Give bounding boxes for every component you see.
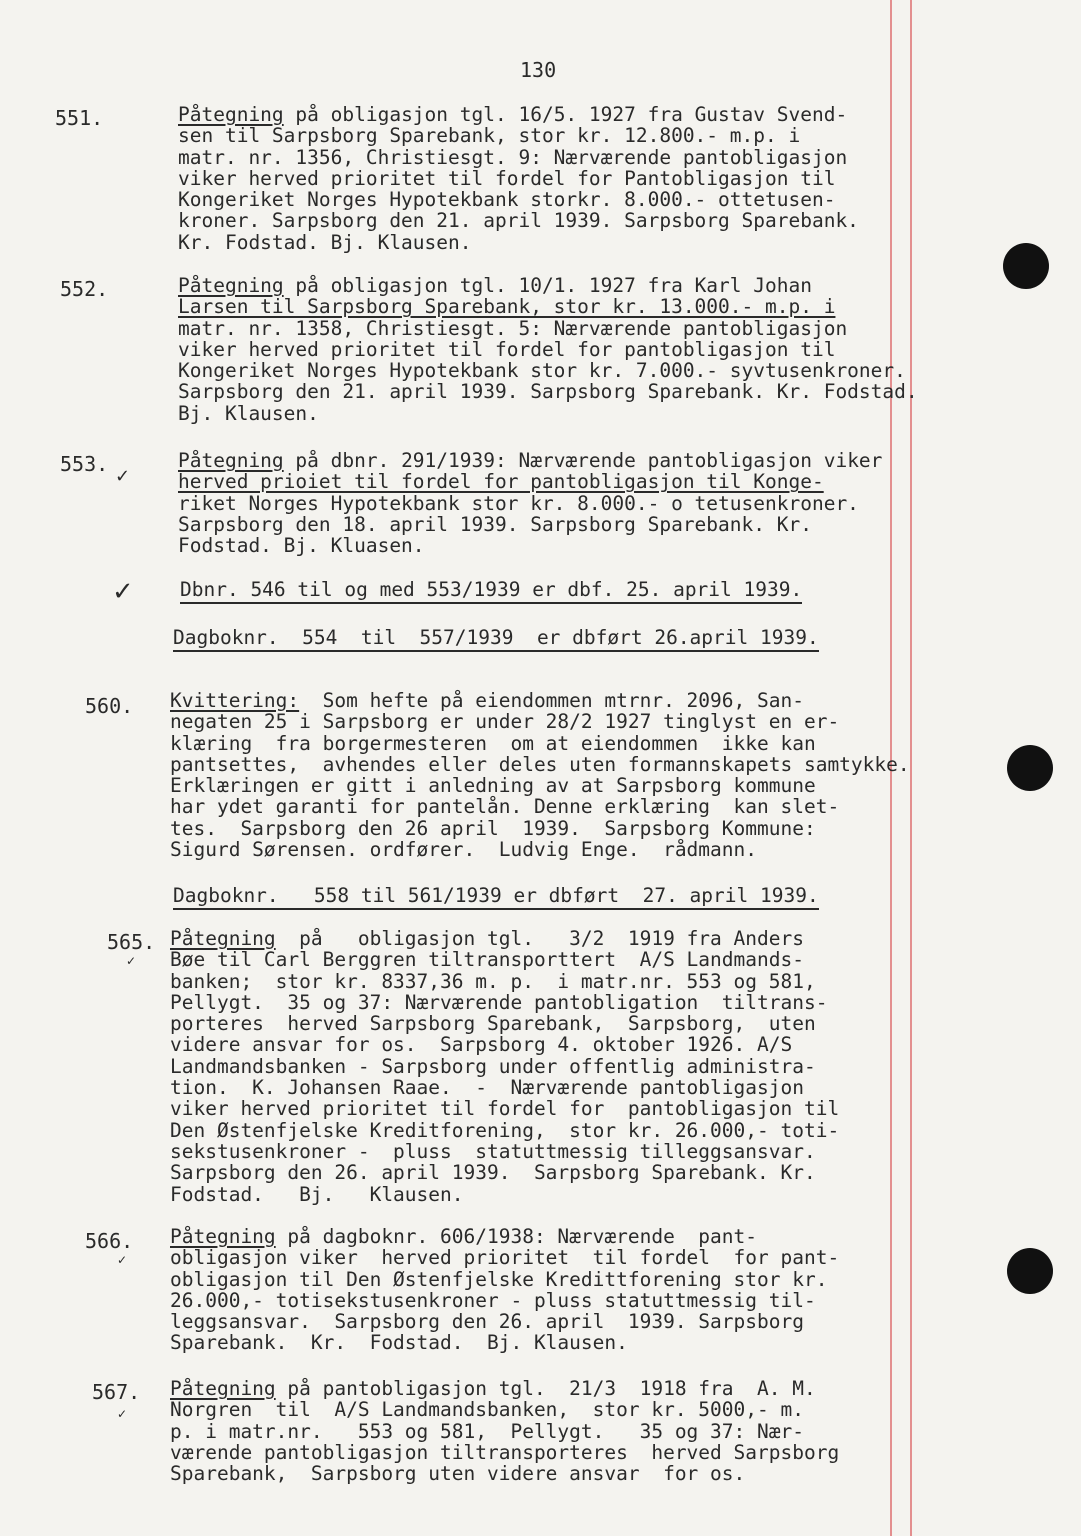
entry-title: Påtegning — [170, 1225, 276, 1248]
text-line: herved prioiet til fordel for pantobligasjon til Konge- — [178, 470, 824, 494]
text-line: kroner. Sarpsborg den 21. april 1939. Sarpsborg Sparebank. — [178, 209, 859, 233]
entry-title: Påtegning — [170, 927, 276, 950]
check-mark: ✓ — [117, 1253, 128, 1267]
check-mark: ✓ — [126, 954, 137, 968]
text-line: Sarpsborg den 26. april 1939. Sarpsborg Sparebank. Kr. — [170, 1161, 816, 1185]
entry-number-566: 566. — [85, 1229, 134, 1253]
text-line: Kongeriket Norges Hypotekbank stor kr. 7.000.- syvtusenkroner. — [178, 359, 906, 383]
entry-number-553: 553. — [60, 452, 109, 476]
text-line: Larsen til Sarpsborg Sparebank, stor kr. 13.000.- m.p. i — [178, 295, 836, 319]
text-line: viker herved prioritet til fordel for pantobligasjon til — [170, 1097, 840, 1121]
entry-560-text — [170, 690, 910, 860]
text-line: Bøe til Carl Berggren tiltransporttert A/S Landmands- — [170, 948, 804, 972]
punch-hole-middle — [1007, 745, 1053, 791]
entry-number-551: 551. — [55, 106, 104, 130]
text-line: matr. nr. 1356, Christiesgt. 9: Nærværende pantobligasjon — [178, 145, 848, 169]
text-line: Kr. Fodstad. Bj. Klausen. — [178, 230, 472, 254]
text-line: viker herved prioritet til fordel for Pantobligasjon til — [178, 166, 836, 190]
text-line: Landmandsbanken - Sarpsborg under offentlig administra- — [170, 1054, 816, 1078]
text-line: på dagboknr. 606/1938: Nærværende pant- — [275, 1225, 758, 1248]
entry-566-text — [170, 1226, 839, 1354]
entry-551-text — [178, 104, 859, 253]
entry-title: Påtegning — [170, 1377, 276, 1400]
margin-line-right — [910, 0, 912, 1536]
text-line: på obligasjon tgl. 3/2 1919 fra Anders — [275, 927, 804, 950]
text-line: Sigurd Sørensen. ordfører. Ludvig Enge. rådmann. — [170, 838, 757, 862]
text-line: Sarpsborg den 21. april 1939. Sarpsborg Sparebank. Kr. Fodstad. — [178, 380, 918, 404]
text-line: banken; stor kr. 8337,36 m. p. i matr.nr. 553 og 581, — [170, 969, 816, 993]
entry-title: Kvittering: — [170, 689, 300, 712]
text-line: Bj. Klausen. — [178, 401, 319, 425]
punch-hole-top — [1003, 243, 1049, 289]
text-line: Som hefte på eiendommen mtrnr. 2096, San- — [299, 689, 804, 712]
text-line: p. i matr.nr. 553 og 581, Pellygt. 35 og 37: Nær- — [170, 1419, 804, 1443]
check-mark: ✓ — [117, 1407, 128, 1421]
text-line: riket Norges Hypotekbank stor kr. 8.000.- o tetusenkroner. — [178, 491, 859, 515]
text-line: Sparebank. Kr. Fodstad. Bj. Klausen. — [170, 1331, 628, 1355]
text-line: tes. Sarpsborg den 26 april 1939. Sarpsborg Kommune: — [170, 816, 816, 840]
text-line: Kongeriket Norges Hypotekbank storkr. 8.000.- ottetusen- — [178, 188, 836, 212]
check-mark: ✓ — [115, 466, 131, 487]
entry-552-text — [178, 275, 918, 424]
entry-title: Påtegning — [178, 449, 284, 472]
dbf-line-3: Dagboknr. 558 til 561/1939 er dbført 27. april 1939. — [173, 884, 819, 910]
text-line: Pellygt. 35 og 37: Nærværende pantobligation tiltrans- — [170, 990, 828, 1014]
dbf-line-2: Dagboknr. 554 til 557/1939 er dbført 26.april 1939. — [173, 626, 819, 652]
text-line: negaten 25 i Sarpsborg er under 28/2 1927 tinglyst en er- — [170, 710, 840, 734]
text-line: leggsansvar. Sarpsborg den 26. april 1939. Sarpsborg — [170, 1310, 804, 1334]
text-line: matr. nr. 1358, Christiesgt. 5: Nærværende pantobligasjon — [178, 316, 848, 340]
text-line: på pantobligasjon tgl. 21/3 1918 fra A. M. — [275, 1377, 816, 1400]
entry-title: Påtegning — [178, 274, 284, 297]
entry-number-552: 552. — [60, 277, 109, 301]
text-line: Sarpsborg den 18. april 1939. Sarpsborg Sparebank. Kr. — [178, 512, 812, 536]
text-line: Erklæringen er gitt i anledning av at Sarpsborg kommune — [170, 774, 816, 798]
text-line: sekstusenkroner - pluss statuttmessig tilleggsansvar. — [170, 1139, 816, 1163]
entry-number-565: 565. — [107, 930, 156, 954]
text-line: værende pantobligasjon tiltransporteres herved Sarpsborg — [170, 1440, 840, 1464]
entry-553-text — [178, 450, 882, 556]
punch-hole-bottom — [1007, 1248, 1053, 1294]
text-line: porteres herved Sarpsborg Sparebank, Sarpsborg, uten — [170, 1012, 816, 1036]
text-line: pantsettes, avhendes eller deles uten formannskapets samtykke. — [170, 752, 910, 776]
text-line: Fodstad. Bj. Kluasen. — [178, 534, 425, 558]
entry-567-text — [170, 1378, 839, 1484]
entry-565-text — [170, 928, 839, 1205]
entry-number-567: 567. — [92, 1380, 141, 1404]
text-line: Sparebank, Sarpsborg uten videre ansvar for os. — [170, 1462, 746, 1486]
text-line: Fodstad. Bj. Klausen. — [170, 1182, 464, 1206]
text-line: på dbnr. 291/1939: Nærværende pantobligasjon viker — [283, 449, 883, 472]
text-line: på obligasjon tgl. 16/5. 1927 fra Gustav Svend- — [283, 103, 848, 126]
text-line: Norgren til A/S Landmandsbanken, stor kr. 5000,- m. — [170, 1398, 804, 1422]
text-line: videre ansvar for os. Sarpsborg 4. oktober 1926. A/S — [170, 1033, 793, 1057]
dbf-line-1: Dbnr. 546 til og med 553/1939 er dbf. 25. april 1939. — [180, 578, 802, 604]
text-line: tion. K. Johansen Raae. - Nærværende pantobligasjon — [170, 1076, 804, 1100]
page-number: 130 — [520, 58, 557, 82]
text-line: obligasjon viker herved prioritet til fordel for pant- — [170, 1246, 840, 1270]
entry-number-560: 560. — [85, 694, 134, 718]
text-line: sen til Sarpsborg Sparebank, stor kr. 12.800.- m.p. i — [178, 124, 801, 148]
text-line: viker herved prioritet til fordel for pantobligasjon til — [178, 337, 836, 361]
text-line: klæring fra borgermesteren om at eiendommen ikke kan — [170, 731, 816, 755]
entry-title: Påtegning — [178, 103, 284, 126]
text-line: på obligasjon tgl. 10/1. 1927 fra Karl Johan — [283, 274, 812, 297]
text-line: 26.000,- totisekstusenkroner - pluss statuttmessig til- — [170, 1288, 816, 1312]
text-line: har ydet garanti for pantelån. Denne erklæring kan slet- — [170, 795, 840, 819]
text-line: obligasjon til Den Østenfjelske Kredittforening stor kr. — [170, 1267, 828, 1291]
check-mark: ✓ — [112, 577, 134, 607]
text-line: Den Østenfjelske Kreditforening, stor kr. 26.000,- toti- — [170, 1118, 840, 1142]
